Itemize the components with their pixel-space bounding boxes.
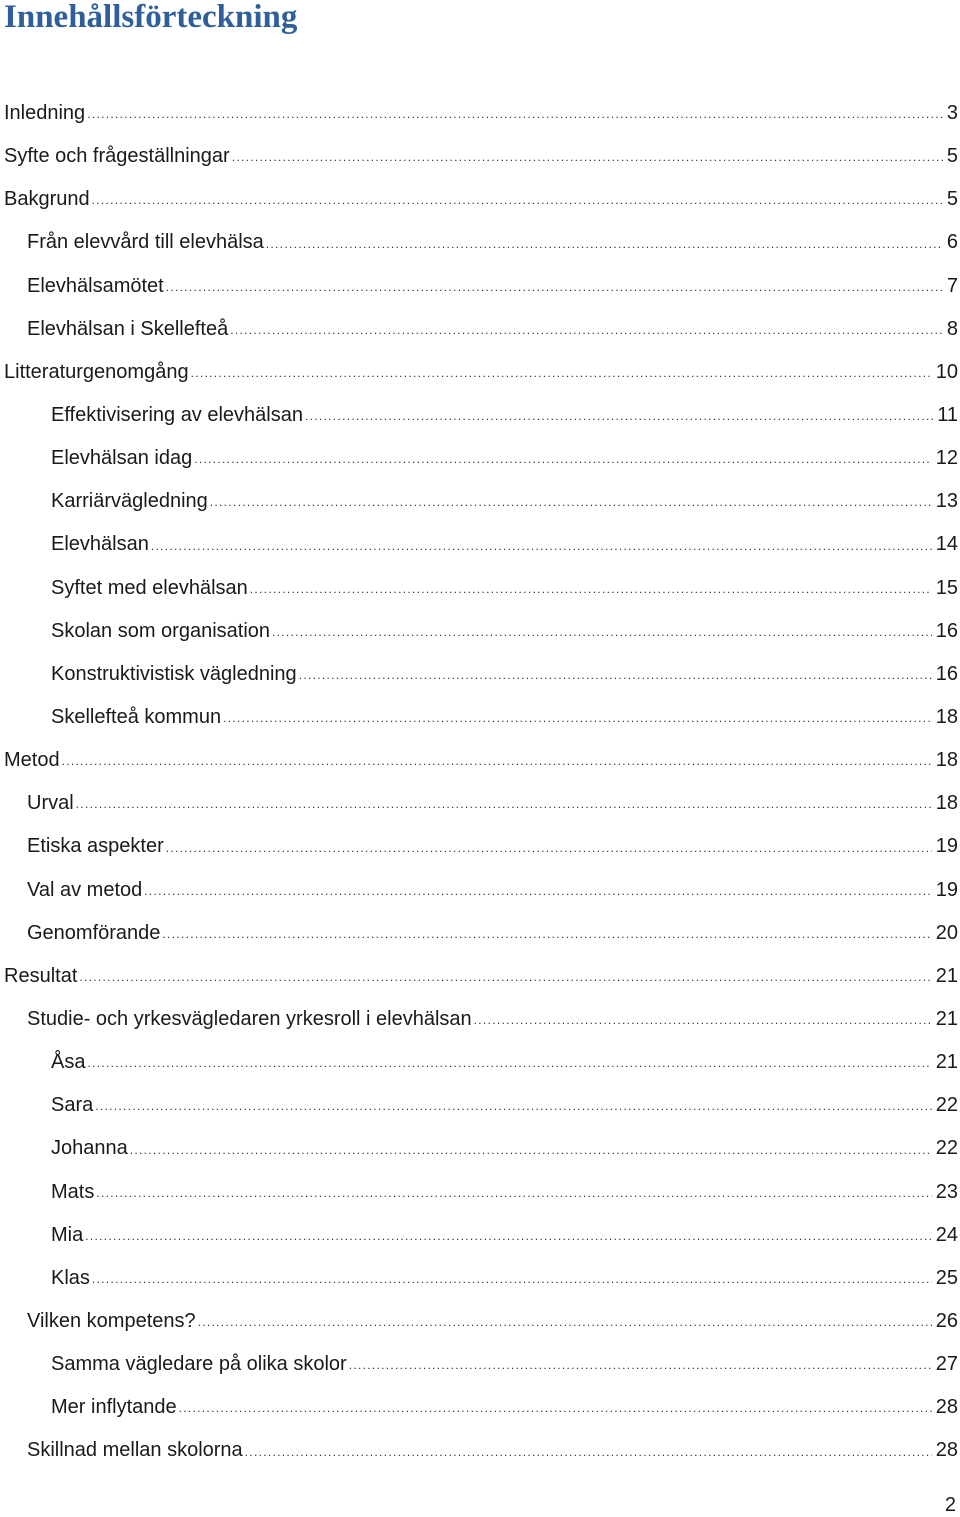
toc-leader-dots (230, 320, 943, 340)
toc-leader-dots (210, 492, 932, 512)
toc-leader-dots (305, 406, 933, 426)
toc-entry[interactable] (0, 653, 960, 696)
toc-entry-label: Studie- och yrkesvägledaren yrkesroll i elevhälsan (27, 1008, 472, 1031)
toc-entry-label: Samma vägledare på olika skolor (51, 1353, 347, 1376)
toc-leader-dots (85, 1226, 932, 1246)
toc-entry-page: 28 (935, 1396, 958, 1419)
toc-entry[interactable] (0, 1300, 960, 1343)
toc-entry-label: Skellefteå kommun (51, 706, 222, 729)
toc-leader-dots (179, 1398, 932, 1418)
toc-leader-dots (166, 277, 943, 297)
toc-entry-label: Vilken kompetens? (27, 1310, 196, 1332)
toc-entry-page: 16 (935, 662, 958, 685)
toc-leader-dots (151, 536, 932, 556)
toc-entry-label: Skolan som organisation (51, 619, 271, 642)
toc-entry-page: 13 (935, 490, 958, 513)
toc-leader-dots (245, 1442, 932, 1462)
toc-entry-page: 20 (935, 921, 958, 944)
toc-entry-label: Elevhälsan i Skellefteå (27, 317, 229, 340)
toc-entry[interactable] (0, 1386, 960, 1429)
toc-entry[interactable] (0, 739, 960, 782)
toc-entry-page: 24 (935, 1223, 958, 1246)
toc-entry-label: Syftet med elevhälsan (51, 576, 248, 599)
toc-leader-dots (76, 794, 932, 814)
toc-entry[interactable] (0, 567, 960, 610)
toc-leader-dots (198, 1312, 932, 1332)
toc-entry-page: 21 (935, 1008, 958, 1031)
toc-entry-page: 15 (935, 576, 958, 599)
toc-entry-page: 26 (935, 1310, 958, 1332)
page-title: Innehållsförteckning (4, 0, 298, 35)
toc-entry-label: Effektivisering av elevhälsan (51, 404, 303, 427)
toc-entry[interactable] (0, 523, 960, 566)
toc-entry[interactable] (0, 265, 960, 308)
toc-entry-page: 22 (935, 1094, 958, 1117)
toc-entry[interactable] (0, 135, 960, 178)
toc-entry-page: 21 (935, 964, 958, 987)
toc-entry-label: Etiska aspekter (27, 835, 164, 858)
toc-entry-label: Urval (27, 792, 74, 815)
toc-entry-page: 7 (946, 274, 958, 297)
toc-entry-page: 3 (946, 102, 958, 125)
toc-leader-dots (349, 1355, 932, 1375)
toc-entry-label: Genomförande (27, 921, 161, 944)
toc-leader-dots (194, 449, 932, 469)
toc-entry-page: 5 (946, 188, 958, 211)
toc-entry-label: Litteraturgenomgång (4, 360, 189, 383)
toc-entry-label: Skillnad mellan skolorna (27, 1439, 243, 1462)
toc-leader-dots (87, 1053, 931, 1073)
toc-entry-page: 25 (935, 1266, 958, 1289)
toc-entry[interactable] (0, 782, 960, 825)
toc-entry[interactable] (0, 1127, 960, 1170)
toc-leader-dots (92, 1269, 932, 1289)
toc-entry-label: Val av metod (27, 878, 143, 901)
toc-entry[interactable] (0, 1171, 960, 1214)
toc-entry[interactable] (0, 1257, 960, 1300)
toc-entry[interactable] (0, 221, 960, 264)
toc-entry-label: Resultat (4, 964, 78, 987)
toc-entry-page: 28 (935, 1439, 958, 1462)
toc-entry-label: Åsa (51, 1051, 86, 1074)
toc-entry-page: 10 (935, 360, 958, 383)
toc-entry[interactable] (0, 1429, 960, 1472)
table-of-contents (0, 92, 960, 1473)
toc-entry-label: Mia (51, 1223, 84, 1246)
toc-leader-dots (62, 751, 932, 771)
toc-entry[interactable] (0, 912, 960, 955)
toc-entry-page: 12 (935, 447, 958, 470)
toc-entry[interactable] (0, 1084, 960, 1127)
toc-entry-page: 18 (935, 792, 958, 815)
toc-entry-label: Klas (51, 1266, 90, 1289)
toc-entry[interactable] (0, 1214, 960, 1257)
toc-entry-label: Mer inflytande (51, 1396, 177, 1419)
toc-leader-dots (223, 708, 932, 728)
toc-leader-dots (95, 1096, 932, 1116)
toc-leader-dots (232, 147, 943, 167)
toc-entry-page: 8 (946, 317, 958, 340)
toc-entry-page: 19 (935, 835, 958, 858)
toc-entry-label: Sara (51, 1094, 94, 1117)
toc-entry-page: 14 (935, 533, 958, 556)
toc-entry[interactable] (0, 1343, 960, 1386)
toc-entry[interactable] (0, 351, 960, 394)
toc-entry-page: 11 (937, 404, 958, 427)
toc-entry-page: 27 (935, 1353, 958, 1376)
toc-entry-page: 23 (935, 1180, 958, 1203)
toc-entry[interactable] (0, 696, 960, 739)
toc-entry-label: Inledning (4, 102, 86, 125)
toc-entry[interactable] (0, 1041, 960, 1084)
toc-leader-dots (299, 665, 932, 685)
toc-entry[interactable] (0, 825, 960, 868)
toc-entry-page: 16 (935, 619, 958, 642)
toc-entry-label: Syfte och frågeställningar (4, 145, 230, 168)
toc-entry[interactable] (0, 998, 960, 1041)
toc-leader-dots (130, 1140, 932, 1160)
toc-entry-label: Från elevvård till elevhälsa (27, 231, 264, 254)
toc-entry[interactable] (0, 437, 960, 480)
toc-leader-dots (272, 622, 932, 642)
toc-entry-page: 18 (935, 706, 958, 729)
toc-entry[interactable] (0, 92, 960, 135)
toc-leader-dots (162, 924, 931, 944)
toc-leader-dots (474, 1010, 932, 1030)
toc-entry-label: Metod (4, 749, 60, 772)
toc-entry-label: Mats (51, 1180, 95, 1203)
toc-leader-dots (87, 104, 943, 124)
toc-entry-label: Elevhälsamötet (27, 274, 164, 297)
toc-leader-dots (191, 363, 932, 383)
toc-entry-label: Johanna (51, 1137, 128, 1160)
page-number: 2 (944, 1494, 956, 1516)
toc-leader-dots (92, 190, 943, 210)
toc-entry[interactable] (0, 955, 960, 998)
toc-leader-dots (250, 579, 932, 599)
toc-entry[interactable] (0, 308, 960, 351)
toc-entry-page: 18 (935, 749, 958, 772)
toc-leader-dots (266, 234, 943, 254)
toc-leader-dots (166, 838, 932, 858)
toc-entry-page: 21 (935, 1051, 958, 1074)
toc-entry[interactable] (0, 394, 960, 437)
toc-entry[interactable] (0, 869, 960, 912)
toc-leader-dots (96, 1183, 931, 1203)
toc-entry[interactable] (0, 178, 960, 221)
toc-entry-page: 19 (935, 878, 958, 901)
toc-entry-page: 22 (935, 1137, 958, 1160)
toc-leader-dots (79, 967, 931, 987)
toc-entry-page: 5 (946, 145, 958, 168)
toc-entry-label: Elevhälsan (51, 533, 149, 556)
toc-entry-label: Konstruktivistisk vägledning (51, 662, 297, 685)
toc-entry-page: 6 (946, 231, 958, 254)
toc-entry[interactable] (0, 610, 960, 653)
toc-leader-dots (144, 881, 932, 901)
toc-entry[interactable] (0, 480, 960, 523)
toc-entry-label: Bakgrund (4, 188, 90, 211)
toc-entry-label: Elevhälsan idag (51, 447, 193, 470)
toc-entry-label: Karriärvägledning (51, 490, 208, 513)
